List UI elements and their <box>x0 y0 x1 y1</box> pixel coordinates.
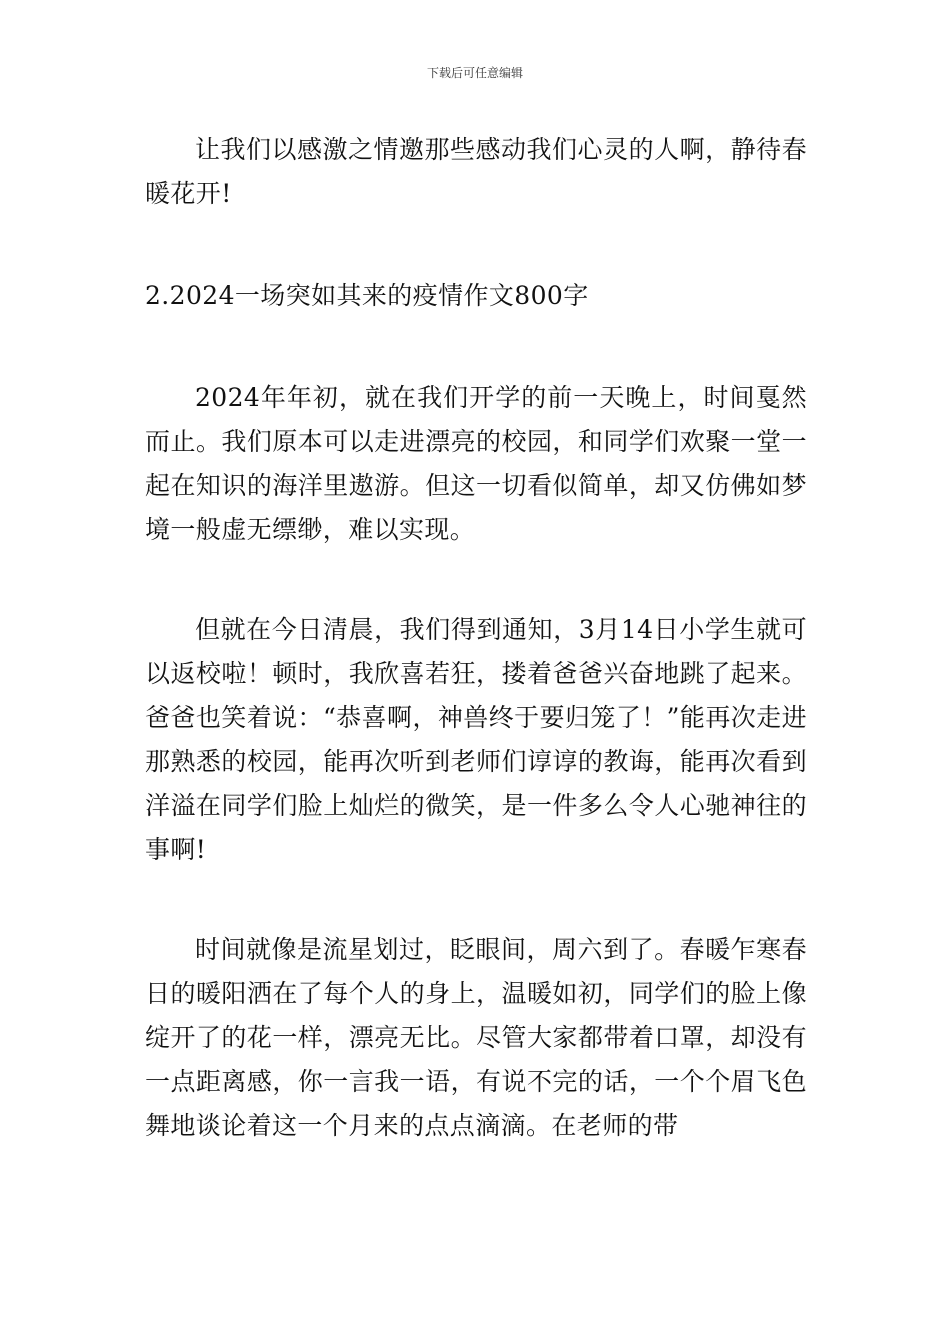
paragraph-return-news: 但就在今日清晨，我们得到通知，3月14日小学生就可以返校啦！顿时，我欣喜若狂，搂着爸爸兴奋地跳了起来。爸爸也笑着说：“恭喜啊，神兽终于要归笼了！”能再次走进那熟悉的校园，能再次听到老师们谆谆的教诲，能再次看到洋溢在同学们脸上灿烂的微笑，是一件多么令人心驰神往的事啊! <box>145 615 807 864</box>
paragraph-opening: 2024年年初，就在我们开学的前一天晚上，时间戛然而止。我们原本可以走进漂亮的校园，和同学们欢聚一堂一起在知识的海洋里遨游。但这一切看似简单，却又仿佛如梦境一般虚无缥缈，难以实现。 <box>145 383 807 544</box>
essay-heading: 2.2024一场突如其来的疫情作文800字 <box>145 281 589 310</box>
paragraph-gratitude: 让我们以感激之情邀那些感动我们心灵的人啊，静待春暖花开! <box>145 135 807 208</box>
page-header-note: 下载后可任意编辑 <box>426 66 523 80</box>
paragraph-saturday: 时间就像是流星划过，眨眼间，周六到了。春暖乍寒春日的暖阳洒在了每个人的身上，温暖如初，同学们的脸上像绽开了的花一样，漂亮无比。尽管大家都带着口罩，却没有一点距离感，你一言我一语，有说不完的话，一个个眉飞色舞地谈论着这一个月来的点点滴滴。在老师的带 <box>145 935 807 1140</box>
document-body <box>145 128 807 1148</box>
